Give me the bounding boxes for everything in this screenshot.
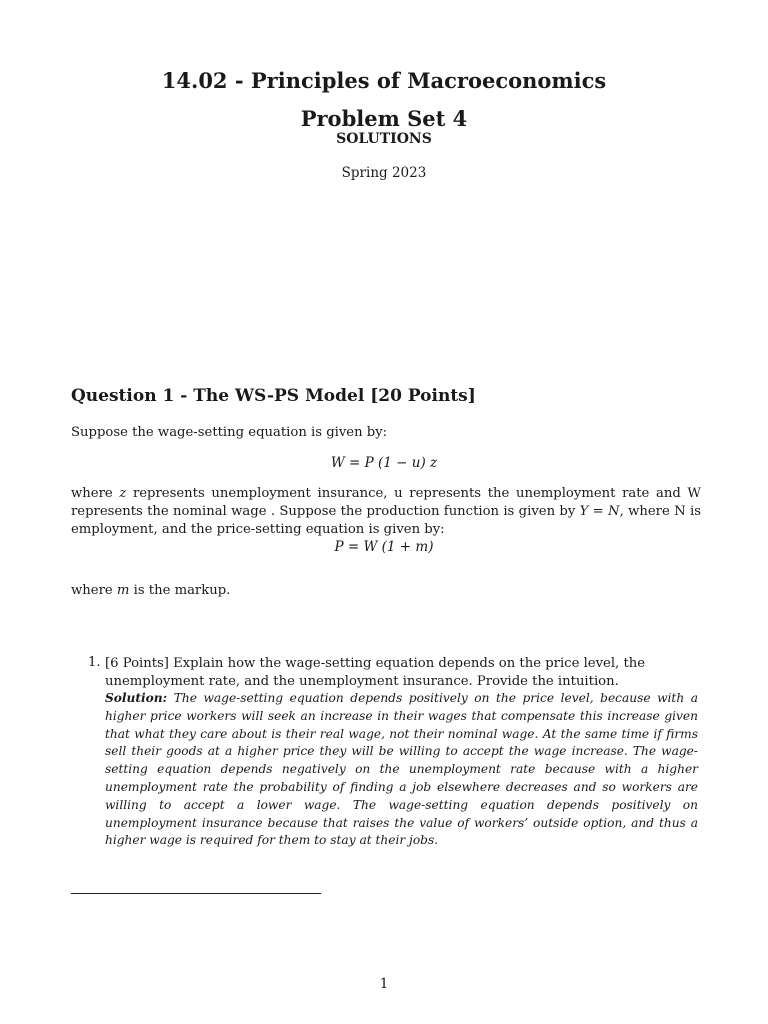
page-number: 1 <box>379 976 389 992</box>
item-number: 1. <box>88 655 101 670</box>
footnote-divider <box>71 893 321 894</box>
text-span: where <box>71 583 117 598</box>
solutions-subtitle: SOLUTIONS <box>336 131 432 147</box>
solution-label: Solution: <box>105 691 168 705</box>
variables-description <box>71 485 701 539</box>
text-span: , where N is employment, and the price-setting equation is given by: <box>71 504 701 537</box>
text-span: is the markup. <box>129 583 231 598</box>
question-1-heading: Question 1 - The WS-PS Model [20 Points] <box>71 386 476 406</box>
variable-m: m <box>116 583 130 598</box>
item-question: [6 Points] Explain how the wage-setting equation depends on the price level, the unemployment rate, and the unemployment insurance. Provide the intuition. <box>105 656 646 689</box>
term-label: Spring 2023 <box>341 165 427 181</box>
production-function: Y = N <box>579 504 620 519</box>
text-span: where <box>71 486 120 501</box>
wage-setting-intro: Suppose the wage-setting equation is given by: <box>71 425 388 440</box>
solution-block <box>105 690 698 850</box>
wage-setting-equation: W = P (1 − u) z <box>330 455 438 471</box>
solution-text: The wage-setting equation depends positively on the price level, because with a higher price workers will seek an increase in their wages that compensate this increase given that what they care about is their real wage, not their nominal wage. At the same time if firms sell their goods at a higher price they will be willing to accept the wage increase. The wage-setting equation depends negatively on the unemployment rate because with a higher unemployment rate the probability of finding a job elsewhere decreases and so workers are willing to accept a lower wage. The wage-setting equation depends positively on unemployment insurance because that raises the value of workers’ outside option, and thus a higher wage is required for them to stay at their jobs. <box>105 691 698 848</box>
problem-set-title: Problem Set 4 <box>300 106 468 131</box>
markup-description <box>71 582 701 600</box>
price-setting-equation: P = W (1 + m) <box>334 539 434 555</box>
variable-z: z <box>119 486 127 501</box>
text-span: represents unemployment insurance, u represents the unemployment rate and W represents the nominal wage . Suppose the production function is given by <box>71 486 701 519</box>
document-title: 14.02 - Principles of Macroeconomics <box>161 68 607 93</box>
